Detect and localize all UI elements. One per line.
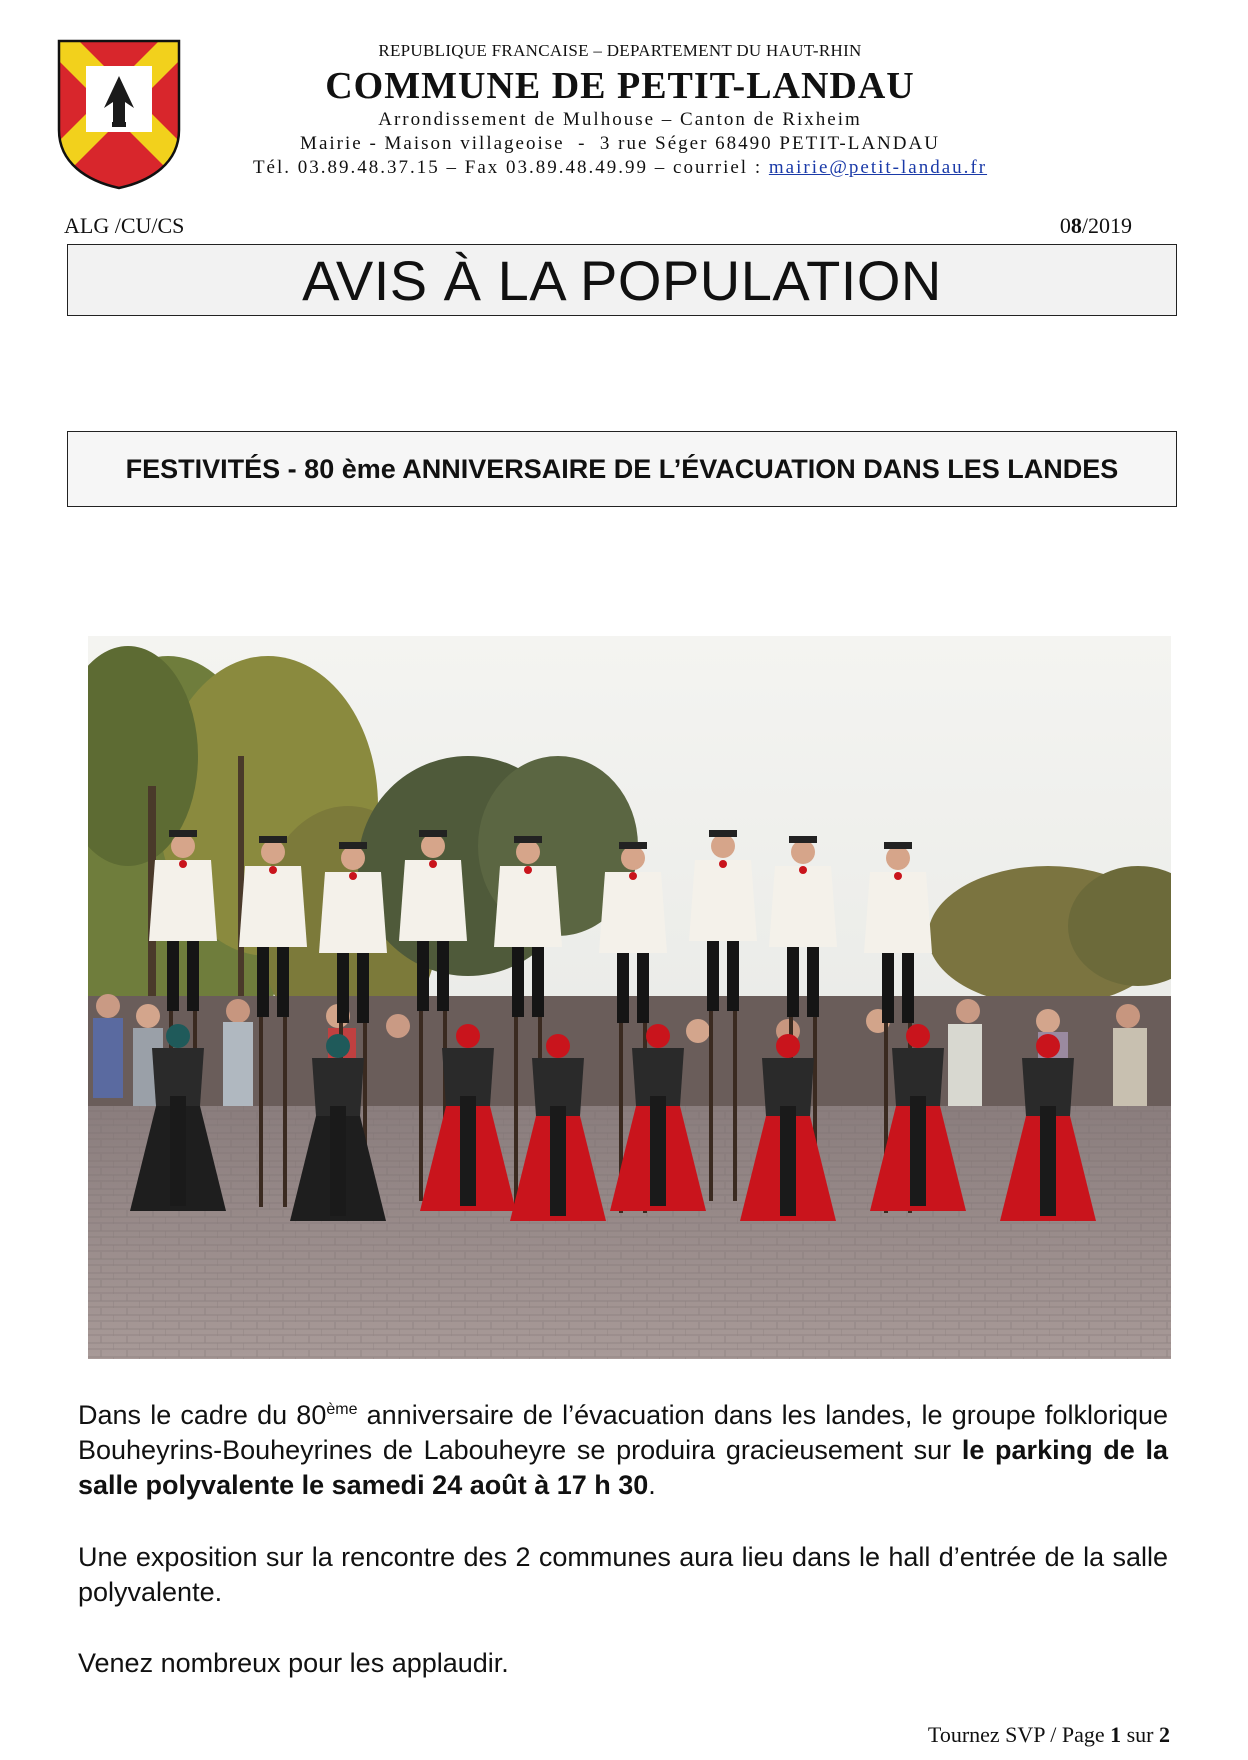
footer-text: Tournez SVP / Page (927, 1722, 1111, 1747)
avis-title: AVIS À LA POPULATION (302, 248, 942, 312)
reference-number (1060, 213, 1132, 239)
reference-prefix: 0 (1059, 213, 1071, 238)
contact-text: Tél. 03.89.48.37.15 – Fax 03.89.48.49.99 – courriel : (252, 157, 769, 178)
p1-middle: anniversaire de l’évacuation dans les landes, le groupe folklorique Bouheyrins-Bouheyrines de Labouheyre se produira gracieusement sur (78, 1400, 1169, 1465)
p1-end: . (648, 1470, 656, 1500)
folk-dance-photo (88, 636, 1171, 1359)
reference-code: ALG /CU/CS (64, 213, 185, 238)
address-line: Mairie - Maison villageoise - 3 rue Séger 68490 PETIT-LANDAU (300, 133, 940, 154)
letterhead (200, 40, 1040, 180)
festivities-title-box (67, 431, 1177, 507)
paragraph-announcement (78, 1398, 1168, 1503)
avis-title-box (67, 244, 1177, 316)
festivities-title: FESTIVITÉS - 80 ème ANNIVERSAIRE DE L’ÉVACUATION DANS LES LANDES (125, 454, 1119, 484)
reference-year: /2019 (1081, 213, 1132, 238)
paragraph-exhibition: Une exposition sur la rencontre des 2 communes aura lieu dans le hall d’entrée de la salle polyvalente. (78, 1542, 1168, 1607)
p1-superscript: ème (326, 1401, 358, 1418)
footer-total: 2 (1159, 1722, 1170, 1747)
p1-bold-location: le parking de la salle polyvalente le samedi 24 août à 17 h 30 (78, 1435, 1168, 1500)
email-link[interactable]: mairie@petit-landau.fr (768, 157, 988, 178)
contact-line (200, 156, 1040, 180)
page-footer (928, 1722, 1170, 1748)
footer-page: 1 (1110, 1722, 1122, 1747)
coat-of-arms-icon (56, 38, 182, 190)
paragraph-invitation: Venez nombreux pour les applaudir. (78, 1648, 509, 1678)
p1-start: Dans le cadre du 80 (78, 1400, 327, 1430)
commune-name: COMMUNE DE PETIT-LANDAU (325, 65, 915, 107)
reference-digit: 8 (1070, 213, 1082, 238)
arrondissement-line: Arrondissement de Mulhouse – Canton de Rixheim (378, 109, 862, 130)
republic-line: REPUBLIQUE FRANCAISE – DEPARTEMENT DU HAUT-RHIN (378, 41, 862, 60)
footer-of: sur (1121, 1722, 1159, 1747)
